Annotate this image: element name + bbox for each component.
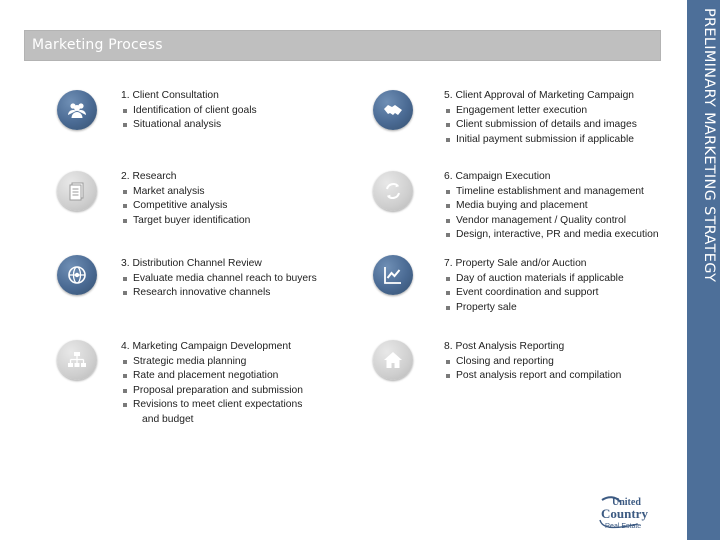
step-item: Revisions to meet client expectations	[121, 398, 303, 413]
step-3	[121, 257, 317, 301]
step-item: Situational analysis	[121, 118, 257, 133]
step-item: Timeline establishment and management	[444, 185, 659, 200]
step-title: 5. Client Approval of Marketing Campaign	[444, 90, 635, 101]
step-item: Proposal preparation and submission	[121, 384, 303, 399]
house-icon	[373, 340, 413, 380]
step-item: Day of auction materials if applicable	[444, 272, 624, 287]
people-icon	[57, 90, 97, 130]
step-title: 6. Campaign Execution	[444, 171, 551, 182]
step-title: 3. Distribution Channel Review	[121, 258, 262, 269]
step-item: Competitive analysis	[121, 199, 250, 214]
step-item: Post analysis report and compilation	[444, 369, 621, 384]
step-2	[121, 170, 250, 228]
step-7	[444, 257, 624, 315]
step-item: Property sale	[444, 301, 624, 316]
page-title: Marketing Process	[32, 37, 163, 53]
step-item: Closing and reporting	[444, 355, 621, 370]
step-6	[444, 170, 659, 243]
step-item: Research innovative channels	[121, 286, 317, 301]
step-title: 8. Post Analysis Reporting	[444, 341, 565, 352]
step-title: 2. Research	[121, 171, 177, 182]
step-item: Design, interactive, PR and media execution	[444, 228, 659, 243]
step-5	[444, 89, 637, 147]
chart-icon	[373, 255, 413, 295]
org-chart-icon	[57, 340, 97, 380]
step-1	[121, 89, 257, 133]
side-band	[687, 0, 720, 540]
step-8	[444, 340, 621, 384]
step-item: Identification of client goals	[121, 104, 257, 119]
step-item: Client submission of details and images	[444, 118, 637, 133]
step-4	[121, 340, 303, 427]
step-title: 4. Marketing Campaign Development	[121, 341, 291, 352]
logo-line-1: United	[612, 497, 641, 508]
globe-icon	[57, 255, 97, 295]
logo-line-3: Real Estate	[605, 523, 642, 530]
header-bar	[24, 30, 661, 61]
handshake-icon	[373, 90, 413, 130]
logo-line-2: Country	[601, 506, 648, 521]
step-item: Evaluate media channel reach to buyers	[121, 272, 317, 287]
step-item: Market analysis	[121, 185, 250, 200]
company-logo	[598, 494, 648, 534]
document-icon	[57, 171, 97, 211]
step-item: Target buyer identification	[121, 214, 250, 229]
side-label: PRELIMINARY MARKETING STRATEGY	[701, 8, 717, 283]
refresh-icon	[373, 171, 413, 211]
step-item: Initial payment submission if applicable	[444, 133, 637, 148]
step-item-continuation: and budget	[142, 413, 194, 425]
step-item: Strategic media planning	[121, 355, 303, 370]
step-title: 1. Client Consultation	[121, 90, 219, 101]
step-item: Rate and placement negotiation	[121, 369, 303, 384]
step-item: Media buying and placement	[444, 199, 659, 214]
step-item: Vendor management / Quality control	[444, 214, 659, 229]
step-title: 7. Property Sale and/or Auction	[444, 258, 587, 269]
step-item: Engagement letter execution	[444, 104, 637, 119]
step-item: Event coordination and support	[444, 286, 624, 301]
